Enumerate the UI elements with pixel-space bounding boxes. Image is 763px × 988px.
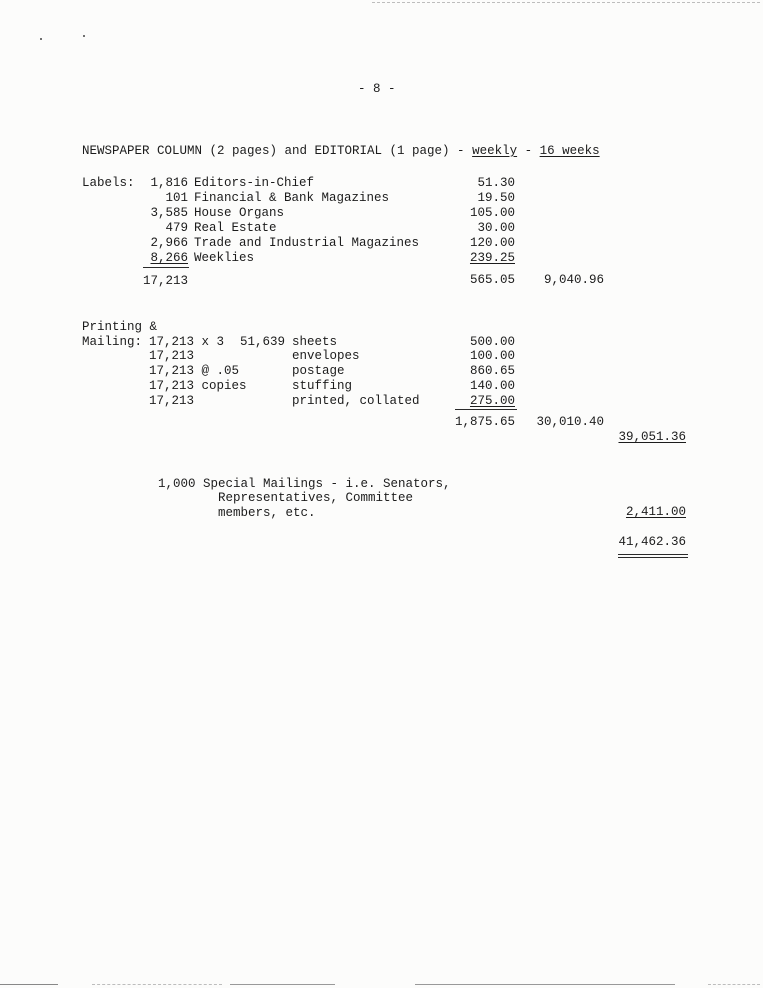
labels-desc: House Organs [194,206,285,220]
labels-qty: 1,816 [150,176,188,190]
printing-extra: 51,639 [240,335,286,349]
printing-desc: sheets [292,335,338,349]
printing-qty: 17,213 copies [149,379,247,393]
bottom-edge-mark [708,984,760,985]
mailing-caption: Mailing: [82,335,143,349]
printing-amount: 500.00 [469,335,515,349]
labels-desc: Real Estate [194,221,277,235]
labels-caption: Labels: [82,176,135,190]
printing-amount-rule [455,409,517,410]
heading-sep: - [517,144,540,158]
grand-total-double-rule [618,557,688,558]
printing-caption: Printing & [82,320,158,334]
labels-extended: 9,040.96 [543,273,604,287]
labels-desc: Financial & Bank Magazines [194,191,390,205]
special-line-1: 1,000 Special Mailings - i.e. Senators, [158,477,451,491]
bottom-edge-mark [415,984,675,985]
labels-total-qty: 17,213 [142,274,188,288]
section-heading [82,144,600,158]
printing-subtotal: 1,875.65 [454,415,515,429]
printing-qty: 17,213 @ .05 [149,364,240,378]
labels-qty: 8,266 [150,251,188,265]
printing-qty: 17,213 x 3 [149,335,225,349]
printing-desc: postage [292,364,345,378]
grand-total: 41,462.36 [618,535,686,549]
printing-amount: 860.65 [469,364,515,378]
page-number: - 8 - [358,82,396,96]
labels-subtotal: 565.05 [469,273,515,287]
bottom-edge-mark [92,984,222,985]
combined-total: 39,051.36 [618,430,686,444]
printing-desc: stuffing [292,379,353,393]
heading-weekly: weekly [472,144,518,158]
labels-qty: 479 [165,221,188,235]
printing-desc: envelopes [292,349,360,363]
speck [83,35,85,37]
special-line-2: Representatives, Committee [218,491,414,505]
heading-main: NEWSPAPER COLUMN (2 pages) and EDITORIAL (1 page) - [82,144,473,158]
labels-qty-rule [143,267,189,268]
labels-amount: 30.00 [477,221,515,235]
labels-qty: 3,585 [150,206,188,220]
labels-desc: Weeklies [194,251,255,265]
labels-amount: 239.25 [469,251,515,265]
labels-amount: 120.00 [469,236,515,250]
labels-qty: 101 [165,191,188,205]
printing-amount: 140.00 [469,379,515,393]
special-amount: 2,411.00 [625,505,686,519]
printing-amount: 100.00 [469,349,515,363]
labels-qty: 2,966 [150,236,188,250]
speck [40,38,42,40]
printing-extended: 30,010.40 [536,415,604,429]
bottom-edge-mark [230,984,335,985]
printing-desc: printed, collated [292,394,420,408]
printing-qty: 17,213 [149,349,195,363]
printing-qty: 17,213 [149,394,195,408]
top-edge-dashes [372,2,760,3]
bottom-edge-mark [0,984,58,985]
labels-amount: 51.30 [477,176,515,190]
labels-desc: Trade and Industrial Magazines [194,236,420,250]
labels-desc: Editors-in-Chief [194,176,315,190]
printing-amount: 275.00 [469,394,515,408]
labels-amount: 19.50 [477,191,515,205]
labels-amount: 105.00 [469,206,515,220]
grand-total-double-rule [618,554,688,555]
special-line-3: members, etc. [218,506,316,520]
heading-weeks: 16 weeks [539,144,600,158]
